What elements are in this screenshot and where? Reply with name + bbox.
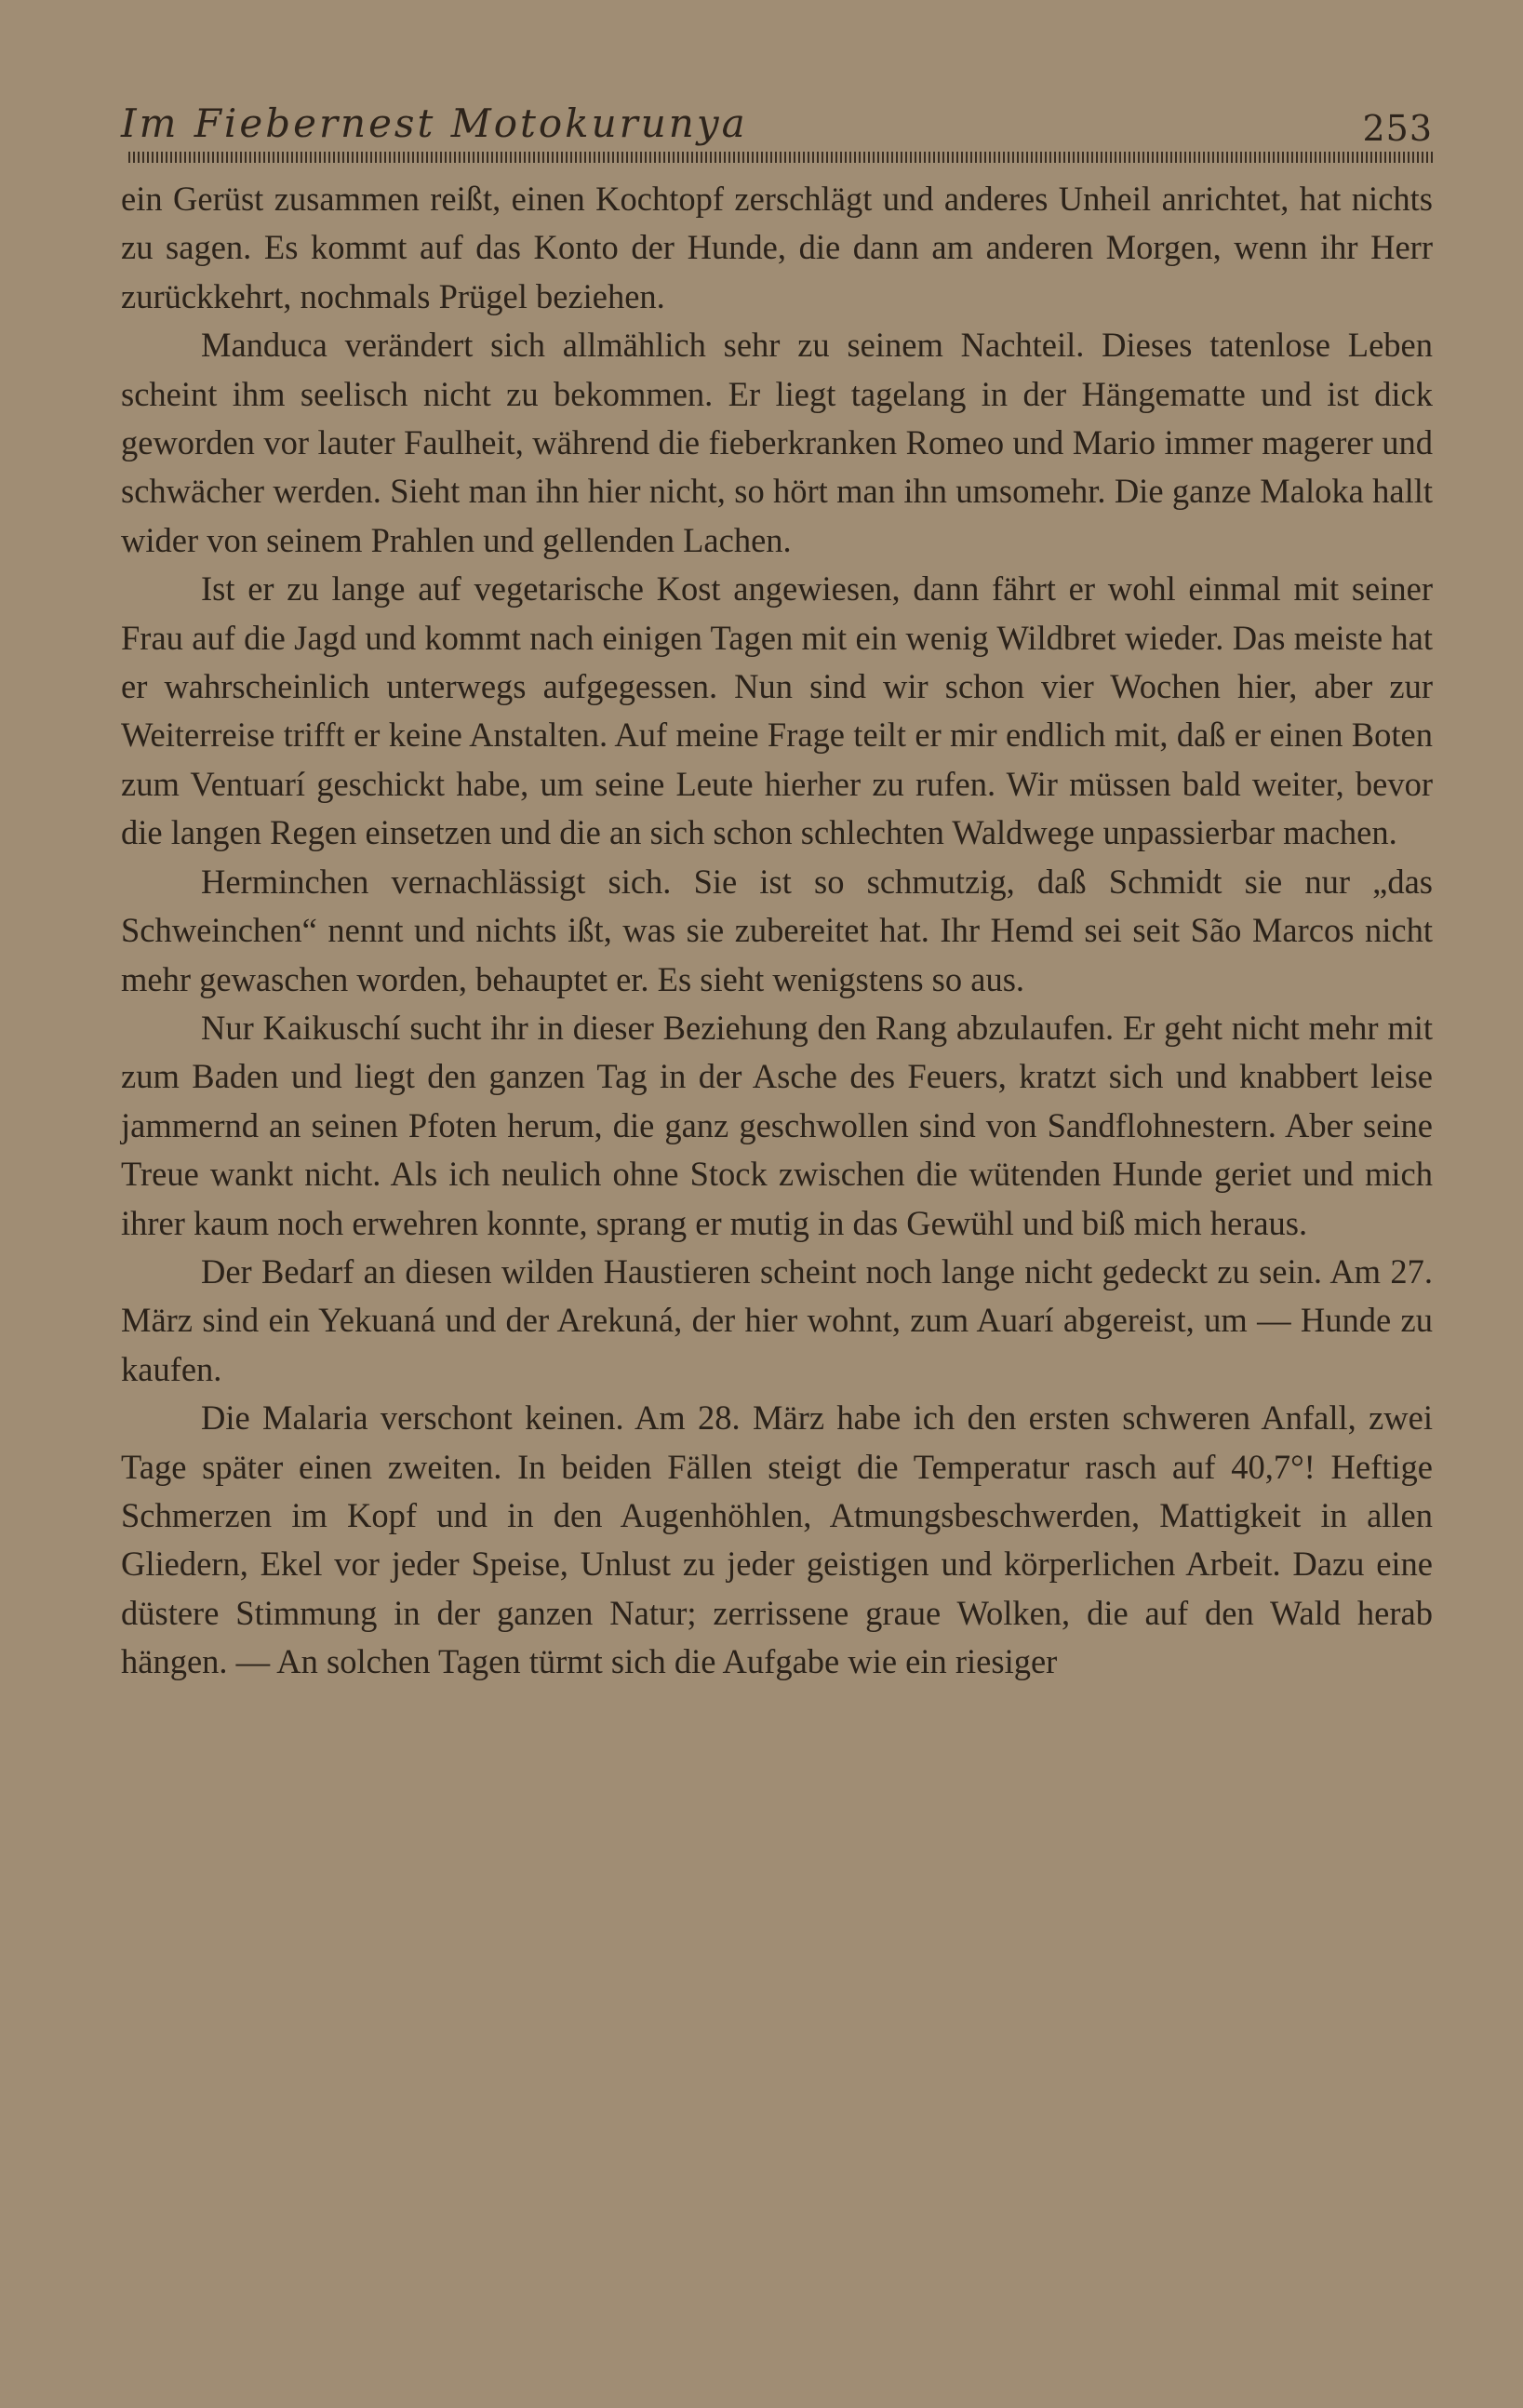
paragraph: ein Gerüst zusammen reißt, einen Kochtopf zerschlägt und anderes Unheil anrichtet, hat nichts zu sagen. Es kommt auf das Konto der Hunde, die dann am anderen Morgen, wenn ihr Herr zurückkehrt, nochmals Prügel beziehen.	[121, 180, 1433, 315]
paragraph: Herminchen vernachlässigt sich. Sie ist so schmutzig, daß Schmidt sie nur „das Schweinchen“ nennt und nichts ißt, was sie zubereitet hat. Ihr Hemd sei seit São Marcos nicht mehr gewaschen worden, behauptet er. Es sieht wenigstens so aus.	[121, 862, 1433, 998]
paragraph: Die Malaria verschont keinen. Am 28. März habe ich den ersten schweren Anfall, zwei Tage später einen zweiten. In beiden Fällen steigt die Temperatur rasch auf 40,7°! Heftige Schmerzen im Kopf und in den Augenhöhlen, Atmungsbeschwerden, Mattigkeit in allen Gliedern, Ekel vor jeder Speise, Unlust zu jeder geistigen und körperlichen Arbeit. Dazu eine düstere Stimmung in der ganzen Natur; zerrissene graue Wolken, die auf den Wald herab hängen. — An solchen Tagen türmt sich die Aufgabe wie ein riesiger	[121, 1398, 1433, 1681]
paragraph: Manduca verändert sich allmählich sehr zu seinem Nachteil. Dieses tatenlose Leben scheint ihm seelisch nicht zu bekommen. Er liegt tagelang in der Hängematte und ist dick geworden vor lauter Faulheit, während die fieberkranken Romeo und Mario immer magerer und schwächer werden. Sieht man ihn hier nicht, so hört man ihn umsomehr. Die ganze Maloka hallt wider von seinem Prahlen und gellenden Lachen.	[121, 326, 1433, 559]
paragraph: Nur Kaikuschí sucht ihr in dieser Beziehung den Rang abzulaufen. Er geht nicht mehr mit zum Baden und liegt den ganzen Tag in der Asche des Feuers, kratzt sich und knabbert leise jammernd an seinen Pfoten herum, die ganz geschwollen sind von Sandflohnestern. Aber seine Treue wankt nicht. Als ich neulich ohne Stock zwischen die wütenden Hunde geriet und mich ihrer kaum noch erwehren konnte, sprang er mutig in das Gewühl und biß mich heraus.	[121, 1008, 1433, 1242]
page-header	[121, 100, 1433, 156]
paragraph: Der Bedarf an diesen wilden Haustieren scheint noch lange nicht gedeckt zu sein. Am 27. März sind ein Yekuaná und der Arekuná, der hier wohnt, zum Auarí abgereist, um — Hunde zu kaufen.	[121, 1251, 1433, 1388]
page-number: 253	[1362, 108, 1433, 149]
body-text	[121, 175, 1433, 1687]
header-ornamental-rule	[128, 152, 1433, 163]
running-title: Im Fiebernest Motokurunya	[121, 100, 748, 146]
paragraph: Ist er zu lange auf vegetarische Kost angewiesen, dann fährt er wohl einmal mit seiner Frau auf die Jagd und kommt nach einigen Tagen mit ein wenig Wildbret wieder. Das meiste hat er wahrscheinlich unterwegs aufgegessen. Nun sind wir schon vier Wochen hier, aber zur Weiterreise trifft er keine Anstalten. Auf meine Frage teilt er mir endlich mit, daß er einen Boten zum Ventuarí geschickt habe, um seine Leute hierher zu rufen. Wir müssen bald weiter, bevor die langen Regen einsetzen und die an sich schon schlechten Waldwege unpassierbar machen.	[121, 569, 1433, 852]
